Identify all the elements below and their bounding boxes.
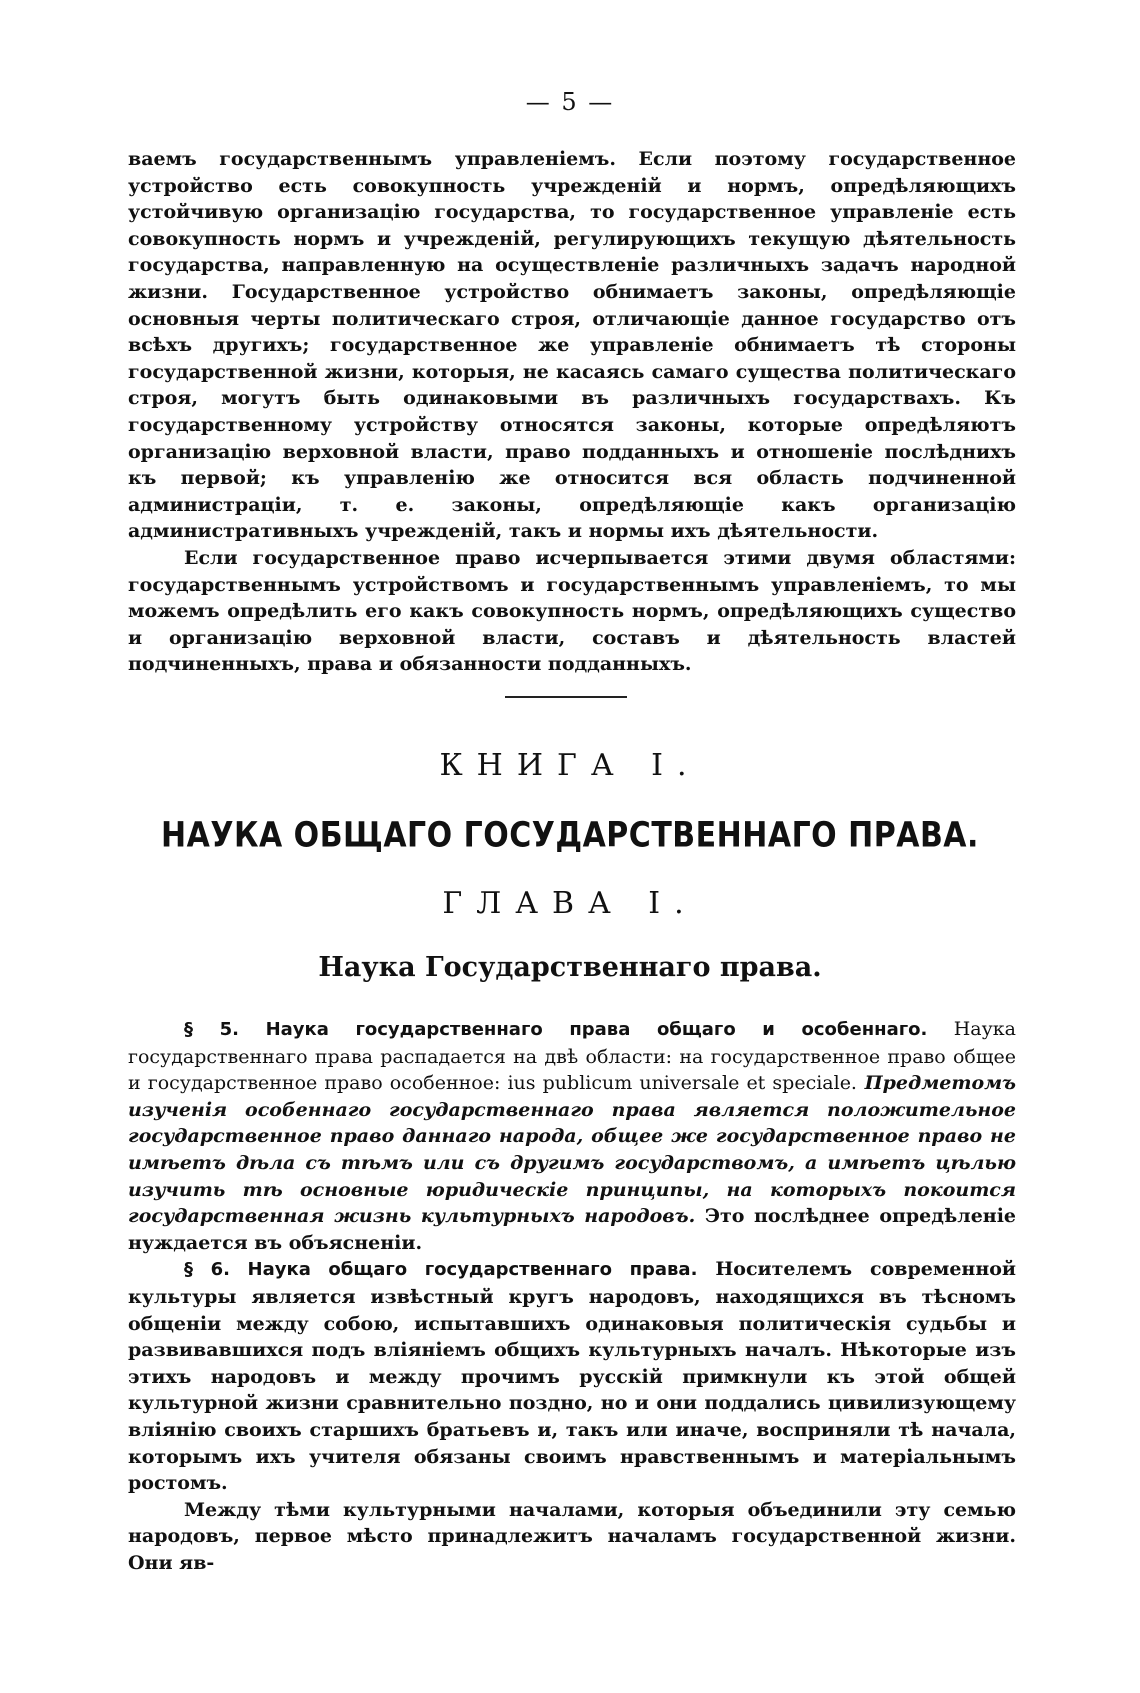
section-divider [505,696,627,698]
chapter-title: ГЛАВА I. [442,886,698,921]
page-number: — 5 — [525,88,615,116]
paragraph-5-text: Наука государственнаго права распадается на двѣ области: на государственное право общее и государственное право особенное: [128,1018,1016,1095]
intro-paragraph-2: Если государственное право исчерпывается этими двумя областями: государственнымъ устройствомъ и государственнымъ управленіемъ, то мы можемъ опредѣлить его какъ совокупность нормъ, опредѣляющихъ существо и организацію верховной власти, составъ и дѣятельность властей подчиненныхъ, права и обязанности подданныхъ. [128,546,1016,676]
paragraph-6-text: Носителемъ современной культуры является извѣстный кругъ народовъ, находящихся въ тѣсномъ общеніи между собою, испытавшихъ одинаковыя политическія судьбы и развивавшихся подъ вліяніемъ общихъ культурныхъ началъ. Нѣкоторые изъ этихъ народовъ и между прочимъ русскій примкнули къ этой общей культурной жизни сравнительно поздно, но и они поддались цивилизующему вліянію своихъ старшихъ братьевъ и, такъ или иначе, восприняли тѣ начала, которымъ ихъ учителя обязаны своимъ нравственнымъ и матеріальнымъ ростомъ. [128,1258,1016,1495]
section-title: НАУКА ОБЩАГО ГОСУДАРСТВЕННАГО ПРАВА. [161,815,979,856]
intro-text [128,146,1016,678]
latin-term: ius publicum universale et speciale. [507,1072,857,1095]
chapter-subtitle: Наука Государственнаго права. [318,952,822,983]
paragraph-6 [128,1256,1016,1496]
closing-paragraph: Между тѣми культурными началами, которыя объединили эту семью народовъ, первое мѣсто принадлежитъ началамъ государственной жизни. Они яв- [128,1498,1016,1574]
book-title: КНИГА I. [439,748,701,783]
main-text [128,1016,1016,1576]
paragraph-5-tail: Это послѣднее опредѣленіе нуждается въ объясненіи. [128,1205,1016,1254]
paragraph-5-italic: Предметомъ изученія особеннаго государственнаго права является положительное государственное право даннаго народа, общее же государственное право не имѣетъ дѣла съ тѣмъ или съ другимъ государствомъ, а имѣетъ цѣлью изучить тѣ основные юридическіе принципы, на которыхъ покоится государственная жизнь культурныхъ народовъ. [128,1072,1016,1228]
paragraph-6-heading: § 6. Наука общаго государственнаго права. [184,1259,698,1281]
paragraph-5 [128,1016,1016,1256]
intro-paragraph-1: ваемъ государственнымъ управленіемъ. Если поэтому государственное устройство есть совокупность учрежденій и нормъ, опредѣляющихъ устойчивую организацію государства, то государственное управленіе есть совокупность нормъ и учрежденій, регулирующихъ текущую дѣятельность государства, направленную на осуществленіе различныхъ задачъ народной жизни. Государственное устройство обнимаетъ законы, опредѣляющіе основныя черты политическаго строя, отличающіе данное государство отъ всѣхъ другихъ; государственное же управленіе обнимаетъ тѣ стороны государственной жизни, которыя, не касаясь самаго существа политическаго строя, могутъ быть одинаковыми въ различныхъ государствахъ. Къ государственному устройству относятся законы, которые опредѣляютъ организацію верховной власти, право подданныхъ и отношеніе послѣднихъ къ первой; къ управленію же относится вся область подчиненной администраціи, т. е. законы, опредѣляющіе какъ организацію административныхъ учрежденій, такъ и нормы ихъ дѣятельности. [128,148,1016,543]
paragraph-5-heading: § 5. Наука государственнаго права общаго и особеннаго. [184,1019,928,1040]
